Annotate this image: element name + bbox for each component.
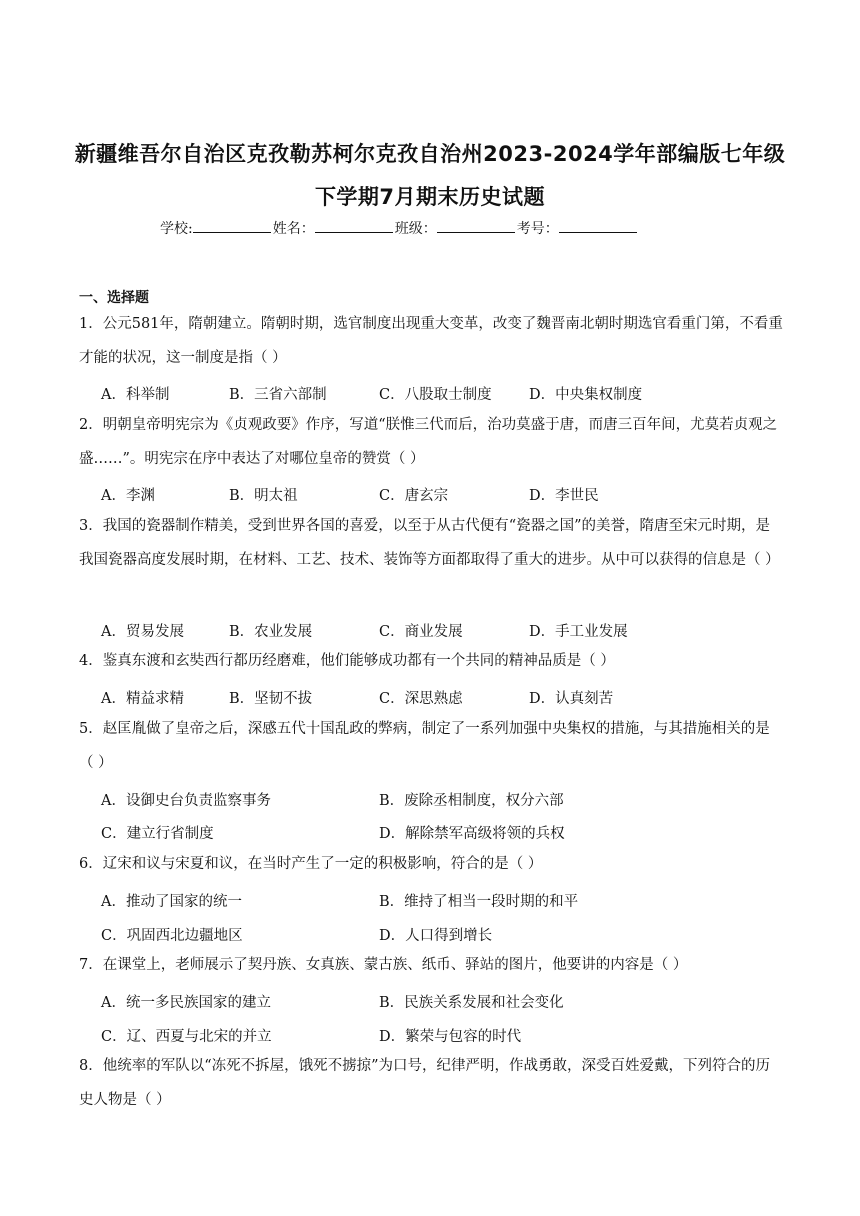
option-a: A．精益求精	[101, 691, 184, 707]
question-stem: 2．明朝皇帝明宪宗为《贞观政要》作序，写道“朕惟三代而后，治功莫盛于唐，而唐三百年间，尤莫若贞观之盛……”。明宪宗在序中表达了对哪位皇帝的赞赏（ ）	[79, 417, 778, 467]
student-info-row	[160, 218, 700, 238]
question-stem: 4．鉴真东渡和玄奘西行都历经磨难，他们能够成功都有一个共同的精神品质是（ ）	[79, 653, 615, 669]
option-c: C．建立行省制度	[101, 826, 214, 842]
option-a: A．科举制	[101, 387, 170, 403]
option-a: A．推动了国家的统一	[101, 894, 242, 910]
option-d: D．手工业发展	[529, 624, 628, 640]
option-c: C．八股取士制度	[379, 387, 492, 403]
question-stem: 1．公元581年，隋朝建立。隋朝时期，选官制度出现重大变革，改变了魏晋南北朝时期选官看重门第，不看重才能的状况，这一制度是指（ ）	[79, 316, 783, 366]
question-stem: 5．赵匡胤做了皇帝之后，深感五代十国乱政的弊病，制定了一系列加强中央集权的措施，与其措施相关的是（ ）	[79, 721, 770, 771]
question-stem: 7．在课堂上，老师展示了契丹族、女真族、蒙古族、纸币、驿站的图片，他要讲的内容是（ ）	[79, 957, 688, 973]
option-a: A．设御史台负责监察事务	[101, 793, 271, 809]
number-blank	[559, 220, 637, 233]
option-b: B．坚韧不拔	[229, 691, 313, 707]
option-d: D．人口得到增长	[379, 928, 493, 944]
option-c: C．辽、西夏与北宋的并立	[101, 1029, 272, 1045]
school-blank	[193, 220, 271, 233]
section-heading: 一、选择题	[79, 290, 149, 306]
school-label: 学校:	[160, 221, 193, 237]
option-c: C．商业发展	[379, 624, 463, 640]
option-b: B．三省六部制	[229, 387, 327, 403]
exam-title-line2: 下学期7月期末历史试题	[314, 185, 546, 209]
name-blank	[315, 220, 393, 233]
option-c: C．唐玄宗	[379, 488, 449, 504]
option-c: C．深思熟虑	[379, 691, 463, 707]
option-d: D．繁荣与包容的时代	[379, 1029, 522, 1045]
option-a: A．贸易发展	[101, 624, 184, 640]
option-d: D．认真刻苦	[529, 691, 614, 707]
option-b: B．维持了相当一段时期的和平	[379, 894, 579, 910]
number-label: 考号：	[516, 221, 559, 237]
option-b: B．农业发展	[229, 624, 313, 640]
option-a: A．统一多民族国家的建立	[101, 995, 271, 1011]
option-d: D．解除禁军高级将领的兵权	[379, 826, 565, 842]
option-b: B．民族关系发展和社会变化	[379, 995, 564, 1011]
question-stem: 3．我国的瓷器制作精美，受到世界各国的喜爱，以至于从古代便有“瓷器之国”的美誉，隋唐至宋元时期，是我国瓷器高度发展时期，在材料、工艺、技术、装饰等方面都取得了重大的进步。从中可以获得的信息是（ ）	[79, 518, 780, 568]
option-a: A．李渊	[101, 488, 155, 504]
option-d: D．李世民	[529, 488, 599, 504]
option-b: B．废除丞相制度，权分六部	[379, 793, 564, 809]
option-b: B．明太祖	[229, 488, 298, 504]
class-blank	[437, 220, 515, 233]
option-d: D．中央集权制度	[529, 387, 643, 403]
class-label: 班级：	[394, 221, 437, 237]
option-c: C．巩固西北边疆地区	[101, 928, 243, 944]
name-label: 姓名：	[272, 221, 315, 237]
question-stem: 8．他统率的军队以“冻死不拆屋，饿死不掳掠”为口号，纪律严明，作战勇敢，深受百姓爱戴，下列符合的历史人物是（ ）	[79, 1058, 771, 1108]
exam-title-line1: 新疆维吾尔自治区克孜勒苏柯尔克孜自治州2023-2024学年部编版七年级	[74, 142, 786, 166]
question-stem: 6．辽宋和议与宋夏和议，在当时产生了一定的积极影响，符合的是（ ）	[79, 856, 543, 872]
